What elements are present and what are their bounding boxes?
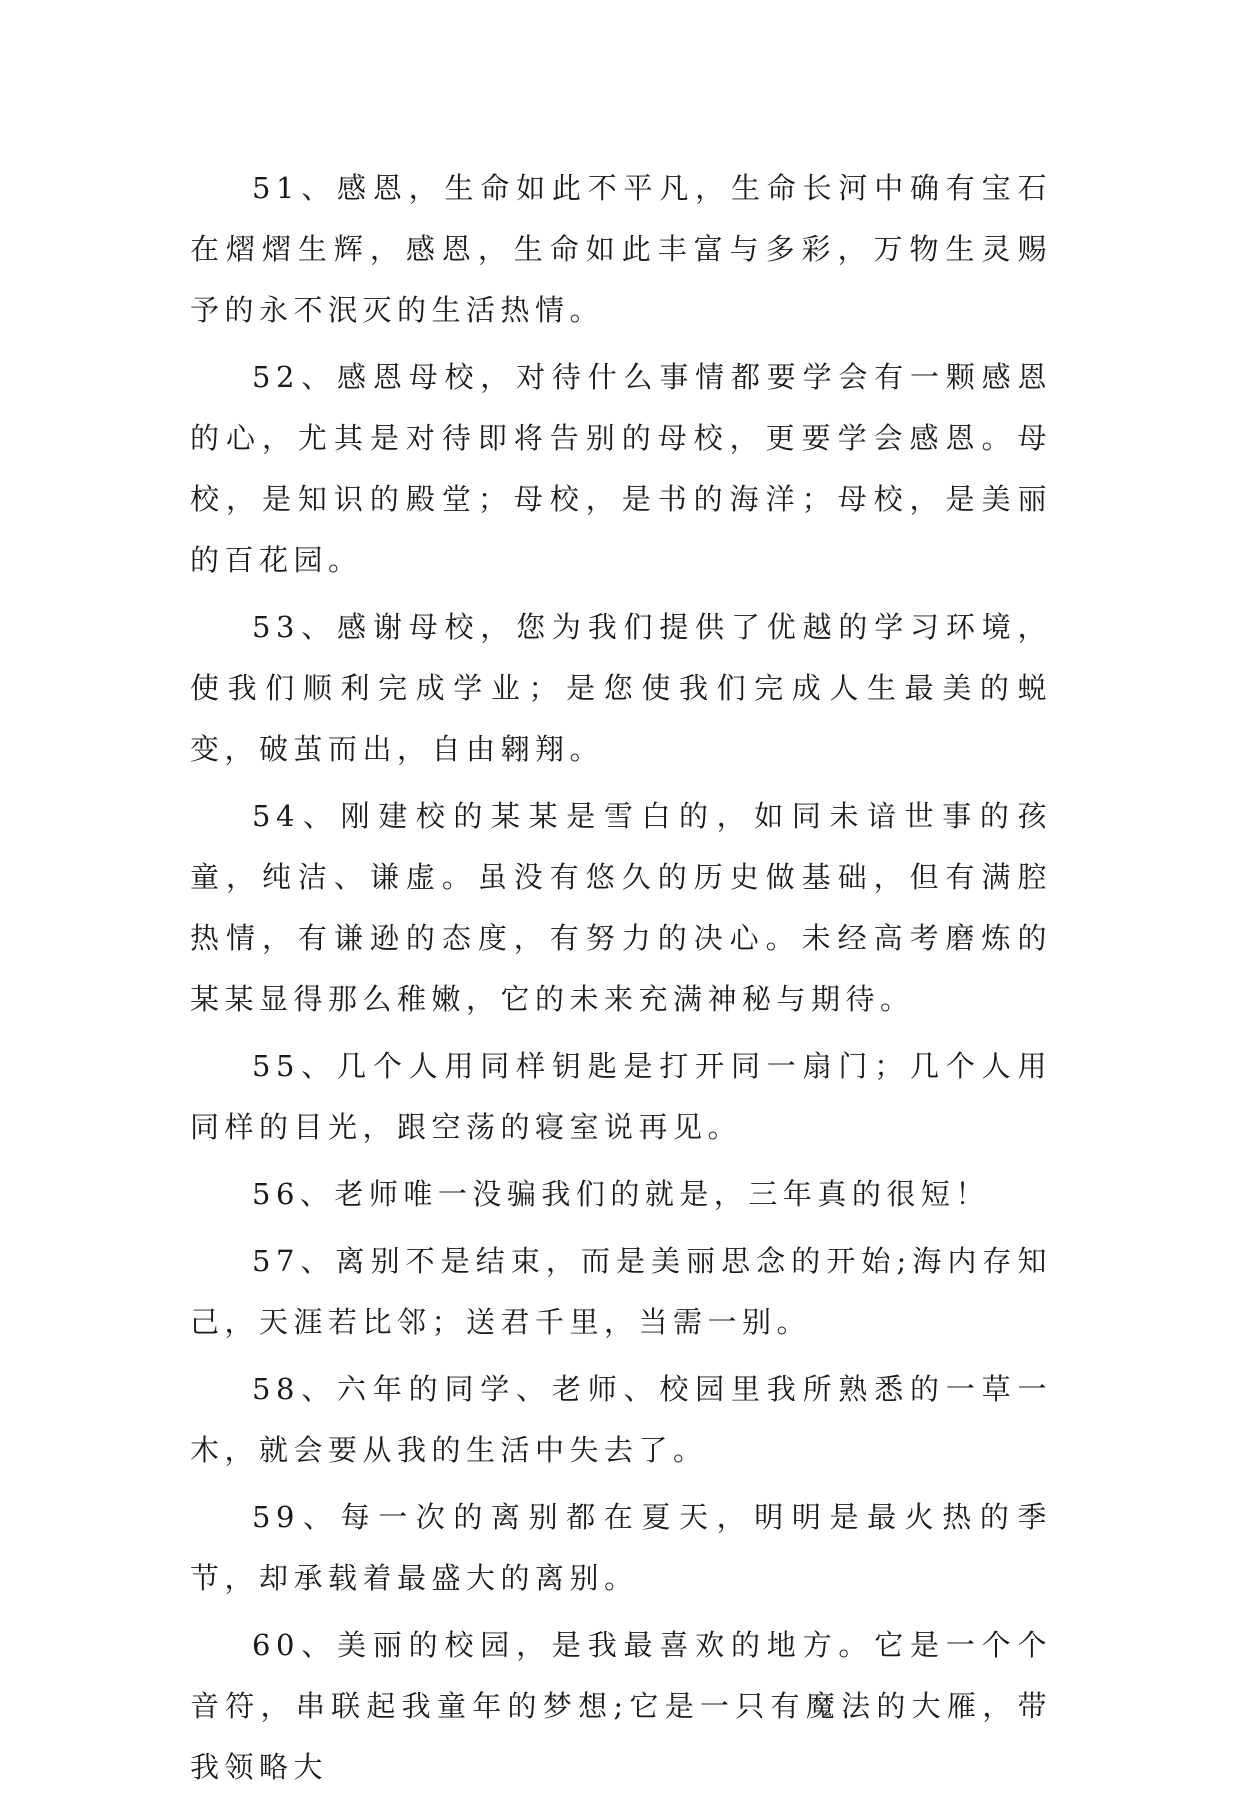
paragraph-53: 53、感谢母校，您为我们提供了优越的学习环境，使我们顺利完成学业；是您使我们完成人生最美的蜕变，破茧而出，自由翱翔。 xyxy=(190,610,1052,766)
paragraph-57: 57、离别不是结束，而是美丽思念的开始;海内存知己，天涯若比邻；送君千里，当需一别。 xyxy=(190,1244,1052,1339)
paragraph-52: 52、感恩母校，对待什么事情都要学会有一颗感恩的心，尤其是对待即将告别的母校，更要学会感恩。母校，是知识的殿堂；母校，是书的海洋；母校，是美丽的百花园。 xyxy=(190,360,1052,577)
paragraph-60: 60、美丽的校园，是我最喜欢的地方。它是一个个音符，串联起我童年的梦想;它是一只有魔法的大雁，带我领略大 xyxy=(190,1628,1052,1784)
paragraph-55: 55、几个人用同样钥匙是打开同一扇门；几个人用同样的目光，跟空荡的寝室说再见。 xyxy=(190,1049,1052,1144)
paragraph-59: 59、每一次的离别都在夏天，明明是最火热的季节，却承载着最盛大的离别。 xyxy=(190,1500,1052,1595)
paragraph-51: 51、感恩，生命如此不平凡，生命长河中确有宝石在熠熠生辉，感恩，生命如此丰富与多彩，万物生灵赐予的永不泯灭的生活热情。 xyxy=(190,171,1052,327)
paragraph-58: 58、六年的同学、老师、校园里我所熟悉的一草一木，就会要从我的生活中失去了。 xyxy=(190,1372,1052,1467)
document-body xyxy=(190,158,1052,1804)
paragraph-54: 54、刚建校的某某是雪白的，如同未谙世事的孩童，纯洁、谦虚。虽没有悠久的历史做基础，但有满腔热情，有谦逊的态度，有努力的决心。未经高考磨炼的某某显得那么稚嫩，它的未来充满神秘与期待。 xyxy=(190,799,1052,1016)
paragraph-56: 56、老师唯一没骗我们的就是，三年真的很短！ xyxy=(252,1177,990,1211)
